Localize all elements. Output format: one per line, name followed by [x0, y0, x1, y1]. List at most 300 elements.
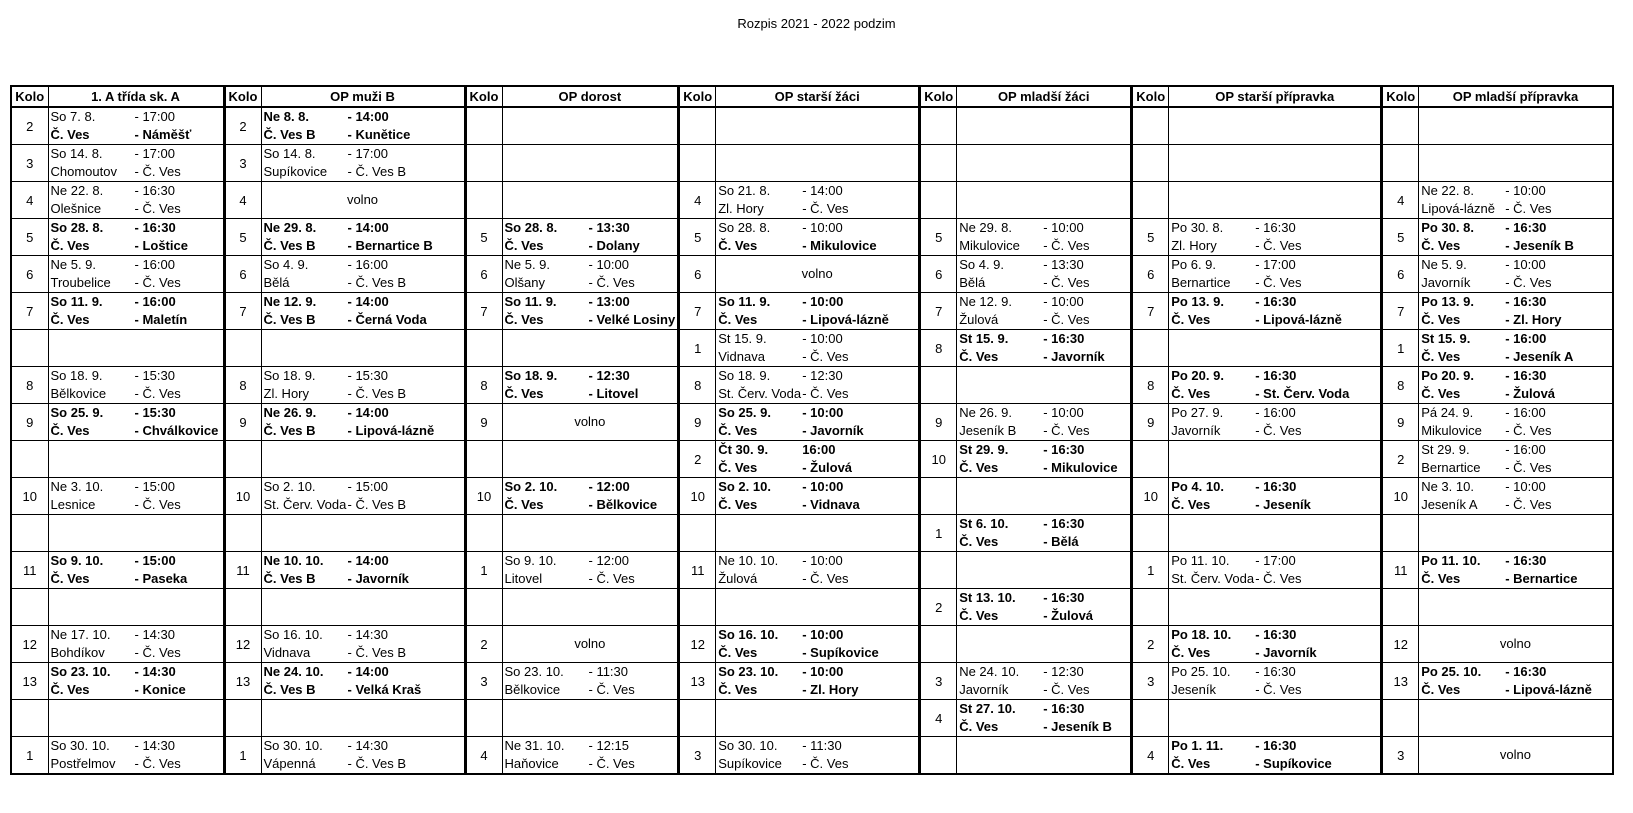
- home-team: Lipová-lázně: [1421, 201, 1495, 216]
- match-date: Ne 12. 9.: [263, 294, 317, 309]
- round-number: 1: [1382, 330, 1419, 367]
- match-date: Po 30. 8.: [1421, 220, 1474, 235]
- away-team: - Bernartice B: [347, 238, 433, 253]
- match-date-line: [51, 737, 221, 755]
- match-teams-line: [505, 681, 676, 699]
- match-cell: [502, 663, 679, 700]
- match-date-line: [1171, 626, 1378, 644]
- match-cell: [48, 145, 224, 182]
- home-team: Litovel: [504, 571, 543, 586]
- round-number: [679, 107, 716, 145]
- round-number: 10: [224, 478, 261, 515]
- round-number: 12: [679, 626, 716, 663]
- away-team: - Č. Ves: [134, 497, 181, 512]
- home-team: Jeseník: [1171, 682, 1217, 697]
- match-time: - 16:00: [134, 257, 175, 272]
- home-team: Č. Ves: [959, 460, 999, 475]
- round-number: 10: [465, 478, 502, 515]
- match-date-line: [51, 108, 221, 126]
- away-team: - Litovel: [588, 386, 639, 401]
- column-header-kolo: Kolo: [224, 86, 261, 107]
- round-number: [224, 589, 261, 626]
- away-team: - Č. Ves: [1505, 460, 1552, 475]
- match-teams-line: [51, 644, 221, 662]
- match-teams-line: [264, 126, 462, 144]
- round-number: 4: [224, 182, 261, 219]
- schedule-body: [11, 107, 1613, 774]
- away-team: - Mikulovice: [1043, 460, 1118, 475]
- table-row: [11, 515, 1613, 552]
- round-number: 7: [920, 293, 957, 330]
- match-cell: [48, 589, 224, 626]
- match-date: So 16. 10.: [263, 627, 323, 642]
- match-cell: [1169, 219, 1382, 256]
- match-date: Ne 31. 10.: [504, 738, 565, 753]
- match-date: Po 13. 9.: [1171, 294, 1224, 309]
- match-cell: [1169, 404, 1382, 441]
- round-number: 2: [679, 441, 716, 478]
- round-number: 4: [1132, 737, 1169, 775]
- match-time: - 10:00: [1505, 183, 1546, 198]
- away-team: - Č. Ves: [802, 386, 849, 401]
- match-date-line: [1421, 256, 1610, 274]
- home-team: Č. Ves: [718, 312, 758, 327]
- away-team: - Kunětice: [347, 127, 411, 142]
- match-date-line: [51, 256, 221, 274]
- match-date: Po 11. 10.: [1171, 553, 1230, 568]
- round-number: [1132, 145, 1169, 182]
- away-team: - Konice: [134, 682, 186, 697]
- match-date-line: [1171, 256, 1378, 274]
- match-date-line: [959, 441, 1128, 459]
- match-date-line: [1421, 441, 1610, 459]
- match-date: Ne 22. 8.: [50, 183, 104, 198]
- match-date: So 25. 9.: [718, 405, 771, 420]
- match-cell: [716, 589, 920, 626]
- match-date: So 30. 10.: [50, 738, 110, 753]
- match-cell: [1419, 219, 1613, 256]
- match-teams-line: [51, 681, 221, 699]
- match-teams-line: [959, 533, 1128, 551]
- match-teams-line: [1421, 459, 1610, 477]
- match-date-line: [1171, 663, 1378, 681]
- match-cell: [957, 700, 1132, 737]
- table-row: [11, 404, 1613, 441]
- away-team: - Č. Ves: [134, 164, 181, 179]
- home-team: Č. Ves: [504, 238, 544, 253]
- home-team: Bohdíkov: [50, 645, 105, 660]
- match-time: - 14:30: [134, 664, 176, 679]
- round-number: 4: [920, 700, 957, 737]
- match-teams-line: [264, 274, 462, 292]
- round-number: 3: [1382, 737, 1419, 775]
- match-date: Po 30. 8.: [1171, 220, 1224, 235]
- match-date-line: [51, 367, 221, 385]
- home-team: Č. Ves: [718, 645, 758, 660]
- home-team: Vápenná: [263, 756, 316, 771]
- match-time: - 14:30: [347, 627, 388, 642]
- column-header-kolo: Kolo: [679, 86, 716, 107]
- match-cell: [957, 552, 1132, 589]
- home-team: Č. Ves B: [263, 312, 316, 327]
- match-date: St 29. 9.: [1421, 442, 1470, 457]
- away-team: - Č. Ves: [588, 275, 635, 290]
- round-number: [11, 589, 48, 626]
- away-team: - Č. Ves: [1255, 423, 1302, 438]
- match-date-line: [264, 219, 462, 237]
- match-cell: [502, 552, 679, 589]
- round-number: 13: [679, 663, 716, 700]
- round-number: 5: [679, 219, 716, 256]
- round-number: [465, 441, 502, 478]
- round-number: 3: [1132, 663, 1169, 700]
- home-team: Vidnava: [718, 349, 765, 364]
- round-number: [1382, 700, 1419, 737]
- round-number: 8: [1132, 367, 1169, 404]
- match-cell: [716, 182, 920, 219]
- match-date-line: [1171, 367, 1378, 385]
- match-teams-line: [1171, 311, 1378, 329]
- match-teams-line: [1171, 422, 1378, 440]
- match-teams-line: [1171, 385, 1378, 403]
- match-cell: [48, 404, 224, 441]
- match-cell: [1169, 182, 1382, 219]
- round-number: 8: [465, 367, 502, 404]
- match-cell: [48, 515, 224, 552]
- home-team: Č. Ves: [1171, 386, 1211, 401]
- match-time: - 14:00: [347, 109, 389, 124]
- match-cell: [48, 107, 224, 145]
- match-cell: [716, 478, 920, 515]
- match-time: - 10:00: [802, 294, 844, 309]
- match-date: So 18. 9.: [504, 368, 558, 383]
- away-team: - Č. Ves: [1255, 275, 1302, 290]
- home-team: Bernartice: [1421, 460, 1481, 475]
- away-team: - Č. Ves: [1505, 423, 1552, 438]
- match-date: St 15. 9.: [718, 331, 767, 346]
- match-cell: [48, 737, 224, 775]
- match-date-line: [264, 404, 462, 422]
- match-cell: [261, 552, 465, 589]
- away-team: - Bernartice: [1505, 571, 1578, 586]
- match-teams-line: [959, 237, 1128, 255]
- away-team: - Žulová: [1505, 386, 1556, 401]
- match-cell: [1169, 145, 1382, 182]
- match-date-line: [51, 182, 221, 200]
- home-team: Zl. Hory: [718, 201, 764, 216]
- match-time: - 10:00: [802, 553, 843, 568]
- match-cell: [957, 404, 1132, 441]
- match-teams-line: [1171, 644, 1378, 662]
- round-number: 9: [224, 404, 261, 441]
- away-team: - Č. Ves: [588, 756, 635, 771]
- match-cell: [1169, 663, 1382, 700]
- match-cell: [957, 515, 1132, 552]
- home-team: Bělá: [959, 275, 986, 290]
- match-cell: [48, 256, 224, 293]
- round-number: 6: [1382, 256, 1419, 293]
- home-team: Jeseník B: [959, 423, 1017, 438]
- away-team: - Vidnava: [802, 497, 860, 512]
- match-teams-line: [718, 422, 916, 440]
- match-teams-line: [505, 385, 676, 403]
- match-time: - 16:30: [1255, 294, 1297, 309]
- round-number: 5: [920, 219, 957, 256]
- round-number: [920, 737, 957, 775]
- round-number: [224, 330, 261, 367]
- match-cell: [957, 182, 1132, 219]
- away-team: - Jeseník B: [1505, 238, 1574, 253]
- match-time: - 16:30: [1255, 664, 1296, 679]
- match-cell: [1169, 737, 1382, 775]
- match-teams-line: [51, 163, 221, 181]
- match-cell: [1169, 107, 1382, 145]
- match-time: - 15:30: [134, 368, 175, 383]
- match-date: Ne 26. 9.: [959, 405, 1012, 420]
- bye-week: volno: [261, 182, 465, 219]
- match-date-line: [959, 700, 1128, 718]
- match-teams-line: [1421, 311, 1610, 329]
- match-date: So 16. 10.: [718, 627, 779, 642]
- round-number: 9: [1382, 404, 1419, 441]
- match-teams-line: [718, 496, 916, 514]
- home-team: Č. Ves B: [263, 571, 316, 586]
- match-time: - 13:00: [588, 294, 630, 309]
- round-number: 5: [465, 219, 502, 256]
- match-date-line: [264, 478, 462, 496]
- match-teams-line: [51, 496, 221, 514]
- round-number: 7: [465, 293, 502, 330]
- match-date-line: [959, 219, 1128, 237]
- away-team: - Javorník: [347, 571, 409, 586]
- match-date-line: [1421, 663, 1610, 681]
- home-team: St. Červ. Voda: [1171, 571, 1255, 586]
- column-header-competition: OP dorost: [502, 86, 679, 107]
- match-date-line: [1421, 478, 1610, 496]
- match-cell: [502, 256, 679, 293]
- match-date: So 4. 9.: [263, 257, 309, 272]
- match-time: - 12:15: [588, 738, 629, 753]
- match-cell: [957, 441, 1132, 478]
- home-team: St. Červ. Voda: [263, 497, 347, 512]
- match-cell: [1169, 293, 1382, 330]
- match-date-line: [959, 293, 1128, 311]
- match-cell: [261, 145, 465, 182]
- match-date: Po 20. 9.: [1421, 368, 1474, 383]
- round-number: 8: [679, 367, 716, 404]
- match-cell: [957, 626, 1132, 663]
- match-cell: [957, 367, 1132, 404]
- home-team: Č. Ves: [50, 682, 90, 697]
- home-team: Zl. Hory: [263, 386, 309, 401]
- match-time: - 16:30: [1255, 738, 1297, 753]
- round-number: [11, 700, 48, 737]
- round-number: 9: [920, 404, 957, 441]
- home-team: Bělkovice: [504, 682, 561, 697]
- match-date-line: [1171, 552, 1378, 570]
- column-header-kolo: Kolo: [11, 86, 48, 107]
- away-team: - Žulová: [802, 460, 853, 475]
- round-number: 11: [679, 552, 716, 589]
- match-cell: [716, 552, 920, 589]
- match-date-line: [1421, 182, 1610, 200]
- away-team: - St. Červ. Voda: [1255, 386, 1350, 401]
- match-cell: [261, 404, 465, 441]
- away-team: - Č. Ves B: [347, 164, 407, 179]
- match-date-line: [51, 552, 221, 570]
- match-time: - 16:00: [1255, 405, 1296, 420]
- table-row: [11, 367, 1613, 404]
- match-time: - 16:30: [1043, 331, 1085, 346]
- match-time: - 14:00: [347, 220, 389, 235]
- round-number: 2: [920, 589, 957, 626]
- match-cell: [502, 330, 679, 367]
- home-team: Č. Ves: [718, 497, 758, 512]
- home-team: Č. Ves: [1421, 312, 1461, 327]
- match-teams-line: [959, 422, 1128, 440]
- home-team: Č. Ves: [504, 312, 544, 327]
- home-team: Javorník: [959, 682, 1009, 697]
- round-number: [1382, 145, 1419, 182]
- away-team: - Č. Ves: [802, 756, 849, 771]
- home-team: Č. Ves: [1421, 238, 1461, 253]
- match-cell: [502, 441, 679, 478]
- match-time: - 14:00: [802, 183, 843, 198]
- match-date: Ne 12. 9.: [959, 294, 1012, 309]
- round-number: 7: [1382, 293, 1419, 330]
- away-team: - Č. Ves: [1043, 312, 1090, 327]
- match-date-line: [51, 478, 221, 496]
- match-date-line: [505, 219, 676, 237]
- match-cell: [1419, 441, 1613, 478]
- round-number: 10: [920, 441, 957, 478]
- away-team: - Velká Kraš: [347, 682, 422, 697]
- match-cell: [957, 107, 1132, 145]
- column-header-kolo: Kolo: [920, 86, 957, 107]
- away-team: - Lipová-lázně: [802, 312, 889, 327]
- match-cell: [716, 441, 920, 478]
- match-cell: [1169, 478, 1382, 515]
- round-number: 10: [1132, 478, 1169, 515]
- round-number: 5: [11, 219, 48, 256]
- match-cell: [502, 737, 679, 775]
- round-number: [465, 107, 502, 145]
- match-date: Ne 8. 8.: [263, 109, 310, 124]
- match-date-line: [51, 145, 221, 163]
- match-date: So 21. 8.: [718, 183, 771, 198]
- match-cell: [957, 478, 1132, 515]
- column-header-kolo: Kolo: [1132, 86, 1169, 107]
- match-time: - 15:30: [134, 405, 176, 420]
- match-date-line: [505, 367, 676, 385]
- away-team: - Č. Ves: [134, 645, 181, 660]
- match-cell: [48, 700, 224, 737]
- match-time: - 14:30: [134, 627, 175, 642]
- round-number: 11: [11, 552, 48, 589]
- round-number: 3: [465, 663, 502, 700]
- round-number: 3: [224, 145, 261, 182]
- match-time: - 14:00: [347, 664, 389, 679]
- match-date: St 29. 9.: [959, 442, 1009, 457]
- match-teams-line: [51, 311, 221, 329]
- table-row: [11, 737, 1613, 775]
- round-number: 7: [224, 293, 261, 330]
- match-cell: [48, 293, 224, 330]
- match-time: - 17:00: [1255, 257, 1296, 272]
- match-time: - 10:00: [1043, 405, 1084, 420]
- round-number: [224, 515, 261, 552]
- match-date: St 15. 9.: [959, 331, 1009, 346]
- round-number: 1: [11, 737, 48, 775]
- match-teams-line: [1421, 385, 1610, 403]
- match-cell: [48, 626, 224, 663]
- round-number: 8: [11, 367, 48, 404]
- match-date-line: [959, 256, 1128, 274]
- home-team: Č. Ves: [50, 571, 90, 586]
- match-time: - 16:30: [1255, 220, 1296, 235]
- match-teams-line: [1421, 422, 1610, 440]
- match-cell: [716, 404, 920, 441]
- match-teams-line: [51, 274, 221, 292]
- home-team: Č. Ves: [718, 423, 758, 438]
- round-number: [920, 182, 957, 219]
- round-number: 6: [679, 256, 716, 293]
- match-time: - 11:30: [802, 738, 842, 753]
- match-cell: [716, 293, 920, 330]
- round-number: 5: [224, 219, 261, 256]
- away-team: - Paseka: [134, 571, 188, 586]
- away-team: - Bělkovice: [588, 497, 658, 512]
- match-time: - 16:30: [1255, 479, 1297, 494]
- table-row: [11, 330, 1613, 367]
- home-team: Č. Ves: [50, 312, 90, 327]
- away-team: - Č. Ves: [134, 275, 181, 290]
- round-number: [465, 515, 502, 552]
- home-team: Jeseník A: [1421, 497, 1478, 512]
- round-number: 1: [679, 330, 716, 367]
- match-date-line: [718, 441, 916, 459]
- match-date-line: [718, 293, 916, 311]
- match-date: So 30. 10.: [263, 738, 323, 753]
- match-cell: [1419, 663, 1613, 700]
- column-header-competition: OP mladší přípravka: [1419, 86, 1613, 107]
- match-time: - 14:00: [347, 405, 389, 420]
- match-teams-line: [264, 163, 462, 181]
- match-cell: [1419, 107, 1613, 145]
- match-time: - 16:30: [1255, 368, 1297, 383]
- match-time: - 10:00: [1505, 257, 1546, 272]
- match-date: Po 27. 9.: [1171, 405, 1224, 420]
- away-team: - Javorník: [802, 423, 864, 438]
- away-team: - Č. Ves: [1043, 238, 1090, 253]
- match-teams-line: [1421, 570, 1610, 588]
- match-date-line: [264, 737, 462, 755]
- match-time: - 16:30: [1043, 516, 1085, 531]
- away-team: - Č. Ves: [588, 571, 635, 586]
- match-cell: [957, 145, 1132, 182]
- round-number: [465, 330, 502, 367]
- match-cell: [261, 737, 465, 775]
- table-row: [11, 293, 1613, 330]
- match-teams-line: [959, 681, 1128, 699]
- round-number: 10: [11, 478, 48, 515]
- match-teams-line: [959, 459, 1128, 477]
- match-date-line: [264, 108, 462, 126]
- home-team: Č. Ves: [1421, 571, 1461, 586]
- match-time: - 13:30: [1043, 257, 1084, 272]
- match-cell: [48, 182, 224, 219]
- match-date: So 18. 9.: [50, 368, 103, 383]
